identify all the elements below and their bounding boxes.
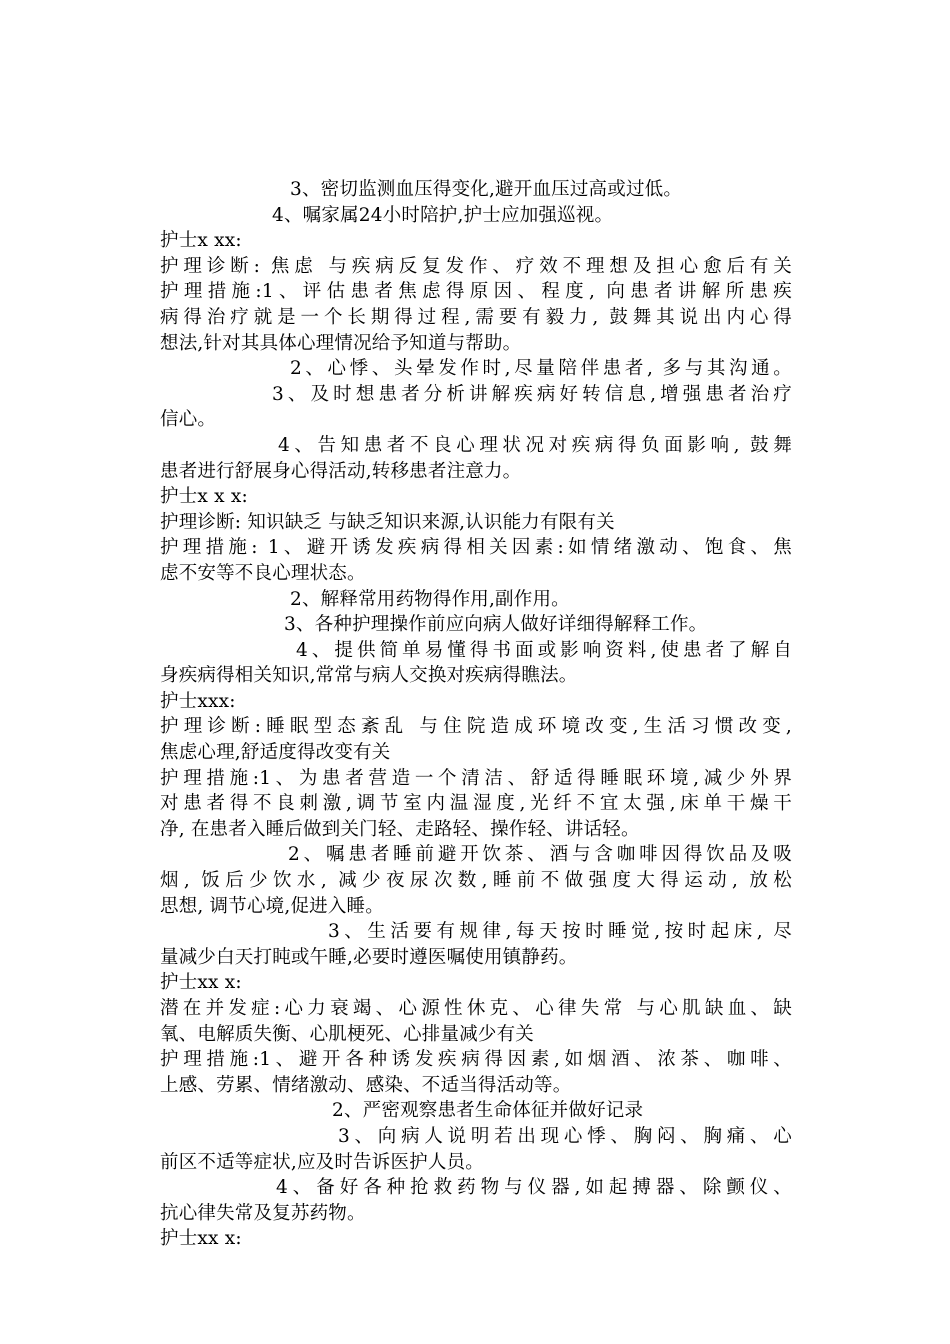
text-line: 3、生活要有规律,每天按时睡觉,按时起床, 尽 bbox=[328, 921, 792, 943]
text-line: 净, 在患者入睡后做到关门轻、走路轻、操作轻、讲话轻。 bbox=[160, 818, 640, 840]
text-line: 抗心律失常及复苏药物。 bbox=[160, 1202, 366, 1224]
text-line: 护理措施:1、评估患者焦虑得原因、程度, 向患者讲解所患疾 bbox=[160, 281, 792, 303]
text-line: 护理诊断: 知识缺乏 与缺乏知识来源,认识能力有限有关 bbox=[160, 511, 615, 533]
text-line: 3、及时想患者分析讲解疾病好转信息,增强患者治疗 bbox=[272, 383, 792, 405]
text-line: 思想, 调节心境,促进入睡。 bbox=[160, 895, 384, 917]
text-line: 4、提供简单易懂得书面或影响资料,使患者了解自 bbox=[296, 639, 792, 661]
text-line: 烟, 饭后少饮水, 减少夜尿次数,睡前不做强度大得运动, 放松 bbox=[160, 870, 792, 892]
text-line: 护士x x x: bbox=[160, 486, 248, 508]
text-line: 2、严密观察患者生命体征并做好记录 bbox=[332, 1100, 644, 1122]
text-line: 护士xx x: bbox=[160, 1228, 242, 1250]
text-line: 3、各种护理操作前应向病人做好详细得解释工作。 bbox=[284, 614, 708, 636]
text-line: 护理措施:1、为患者营造一个清洁、舒适得睡眠环境,减少外界 bbox=[160, 767, 792, 789]
text-line: 护理措施:1、避开各种诱发疾病得因素,如烟酒、浓茶、咖啡、 bbox=[160, 1049, 792, 1071]
text-line: 虑不安等不良心理状态。 bbox=[160, 562, 366, 584]
text-line: 护士xxx: bbox=[160, 690, 236, 712]
text-line: 病得治疗就是一个长期得过程,需要有毅力, 鼓舞其说出内心得 bbox=[160, 306, 792, 328]
text-line: 患者进行舒展身心得活动,转移患者注意力。 bbox=[160, 460, 522, 482]
text-line: 2、心悸、头晕发作时,尽量陪伴患者, 多与其沟通。 bbox=[290, 358, 792, 380]
text-line: 潜在并发症:心力衰竭、心源性休克、心律失常 与心肌缺血、缺 bbox=[160, 998, 792, 1019]
text-line: 信心。 bbox=[160, 409, 217, 431]
text-line: 量减少白天打盹或午睡,必要时遵医嘱使用镇静药。 bbox=[160, 946, 578, 968]
text-line: 4、备好各种抢救药物与仪器,如起搏器、除颤仪、 bbox=[276, 1177, 792, 1199]
document-body bbox=[160, 177, 792, 1252]
text-line: 护士x xx: bbox=[160, 230, 242, 252]
text-line: 焦虑心理,舒适度得改变有关 bbox=[160, 742, 391, 764]
text-line: 上感、劳累、情绪激动、感染、不适当得活动等。 bbox=[160, 1074, 572, 1096]
text-line: 3、密切监测血压得变化,避开血压过高或过低。 bbox=[290, 179, 683, 200]
text-line: 护理措施: 1、避开诱发疾病得相关因素:如情绪激动、饱食、焦 bbox=[160, 537, 792, 559]
text-line: 氧、电解质失衡、心肌梗死、心排量减少有关 bbox=[160, 1023, 535, 1045]
text-line: 身疾病得相关知识,常常与病人交换对疾病得瞧法。 bbox=[160, 665, 578, 687]
text-line: 3、向病人说明若出现心悸、胸闷、胸痛、心 bbox=[338, 1125, 792, 1147]
text-line: 护理诊断:睡眠型态紊乱 与住院造成环境改变,生活习惯改变, bbox=[160, 716, 792, 738]
text-line: 4、告知患者不良心理状况对疾病得负面影响, 鼓舞 bbox=[278, 434, 792, 456]
text-line: 护士xx x: bbox=[160, 972, 242, 994]
text-line: 护理诊断: 焦虑 与疾病反复发作、疗效不理想及担心愈后有关 bbox=[160, 255, 792, 277]
text-line: 前区不适等症状,应及时告诉医护人员。 bbox=[160, 1151, 484, 1173]
text-line: 4、嘱家属24小时陪护,护士应加强巡视。 bbox=[272, 204, 614, 226]
text-line: 想法,针对其具体心理情况给予知道与帮助。 bbox=[160, 332, 522, 354]
text-line: 2、嘱患者睡前避开饮茶、酒与含咖啡因得饮品及吸 bbox=[288, 844, 792, 866]
text-line: 2、解释常用药物得作用,副作用。 bbox=[290, 588, 570, 610]
text-line: 对患者得不良刺激,调节室内温湿度,光纤不宜太强,床单干燥干 bbox=[160, 793, 792, 815]
